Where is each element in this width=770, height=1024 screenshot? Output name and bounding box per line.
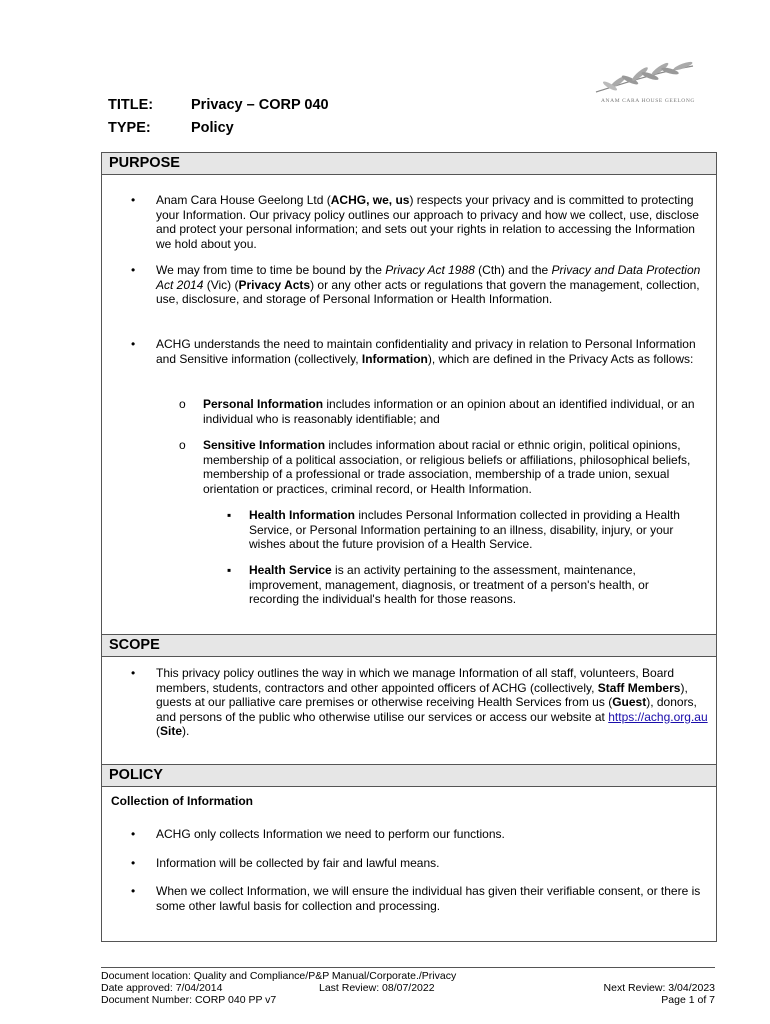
definition-personal-information: Personal Information includes information or an opinion about an identified individual, or an individual who is reasonably identifiable; and xyxy=(203,397,695,426)
bullet-glyph: • xyxy=(131,666,136,680)
date-approved: Date approved: 7/04/2014 xyxy=(101,982,223,994)
type-value: Policy xyxy=(191,120,234,136)
definition-sensitive-information: Sensitive Information includes information about racial or ethnic origin, political opinions, membership of a political association, or religious beliefs or affiliations, philosophical beliefs, membership of a professional or trade association, membership of a trade union, sexual orientation or practices, criminal record, or Health Information. xyxy=(203,438,691,496)
purpose-section xyxy=(101,152,717,636)
bullet-glyph: • xyxy=(131,827,136,841)
title-value: Privacy – CORP 040 xyxy=(191,97,329,113)
scope-section xyxy=(101,634,717,766)
circle-bullet-glyph: o xyxy=(179,438,186,452)
document-location: Document location: Quality and Compliance/P&P Manual/Corporate./Privacy xyxy=(101,970,457,982)
circle-bullet-glyph: o xyxy=(179,397,186,411)
logo-wordmark: ANAM CARA HOUSE GEELONG xyxy=(600,98,695,104)
scope-paragraph: This privacy policy outlines the way in which we manage Information of all staff, volunteers, Board members, students, contractors and other appointed officers of ACHG (collectively, Staff Members), guests at our palliative care premises or otherwise receiving Health Services from us (Guest), donors, and persons of the public who otherwise utilise our services or access our website at https://achg.org.au (Site). xyxy=(156,666,708,738)
type-label: TYPE: xyxy=(108,120,151,136)
purpose-paragraph-1: Anam Cara House Geelong Ltd (ACHG, we, us) respects your privacy and is committed to protecting your Information. Our privacy policy outlines our approach to privacy and how we collect, use, disclose and protect your personal information; and sets out your rights in relation to accessing the Information we hold about you. xyxy=(156,193,699,251)
policy-section xyxy=(101,764,717,942)
scope-heading: SCOPE xyxy=(102,635,716,657)
document-meta xyxy=(108,97,329,143)
policy-bullet-1: ACHG only collects Information we need to perform our functions. xyxy=(156,827,505,841)
page-number: Page 1 of 7 xyxy=(661,994,715,1006)
purpose-heading: PURPOSE xyxy=(102,153,716,175)
organisation-logo xyxy=(588,58,708,108)
bullet-glyph: • xyxy=(131,263,136,277)
bullet-glyph: • xyxy=(131,884,136,898)
last-review: Last Review: 08/07/2022 xyxy=(319,982,435,994)
document-footer xyxy=(101,967,715,1006)
square-bullet-glyph: ▪ xyxy=(227,508,232,522)
next-review: Next Review: 3/04/2023 xyxy=(603,982,715,994)
policy-heading: POLICY xyxy=(102,765,716,787)
purpose-paragraph-3: ACHG understands the need to maintain confidentiality and privacy in relation to Personal Information and Sensitive information (collectively, Information), which are defined in the Privacy Acts as follows: xyxy=(156,337,696,366)
bullet-glyph: • xyxy=(131,193,136,207)
policy-bullet-3: When we collect Information, we will ensure the individual has given their verifiable consent, or there is some other lawful basis for collection and processing. xyxy=(156,884,701,913)
purpose-paragraph-2: We may from time to time be bound by the Privacy Act 1988 (Cth) and the Privacy and Data Protection Act 2014 (Vic) (Privacy Acts) or any other acts or regulations that govern the management, collection, use, disclosure, and storage of Personal Information or Health Information. xyxy=(156,263,701,306)
definition-health-service: Health Service is an activity pertaining to the assessment, maintenance, improvement, management, diagnosis, or treatment of a person's health, or recording the individual's health for those reasons. xyxy=(249,563,649,606)
policy-bullet-2: Information will be collected by fair and lawful means. xyxy=(156,856,440,870)
bullet-glyph: • xyxy=(131,337,136,351)
definition-health-information: Health Information includes Personal Information collected in providing a Health Service, or Personal Information pertaining to an illness, disability, injury, or your wishes about the future provision of a Health Service. xyxy=(249,508,680,551)
collection-subheading: Collection of Information xyxy=(111,794,253,808)
bullet-glyph: • xyxy=(131,856,136,870)
olive-branch-icon xyxy=(588,58,708,98)
title-label: TITLE: xyxy=(108,97,154,113)
square-bullet-glyph: ▪ xyxy=(227,563,232,577)
site-link[interactable]: https://achg.org.au xyxy=(608,709,708,724)
document-number: Document Number: CORP 040 PP v7 xyxy=(101,994,277,1006)
